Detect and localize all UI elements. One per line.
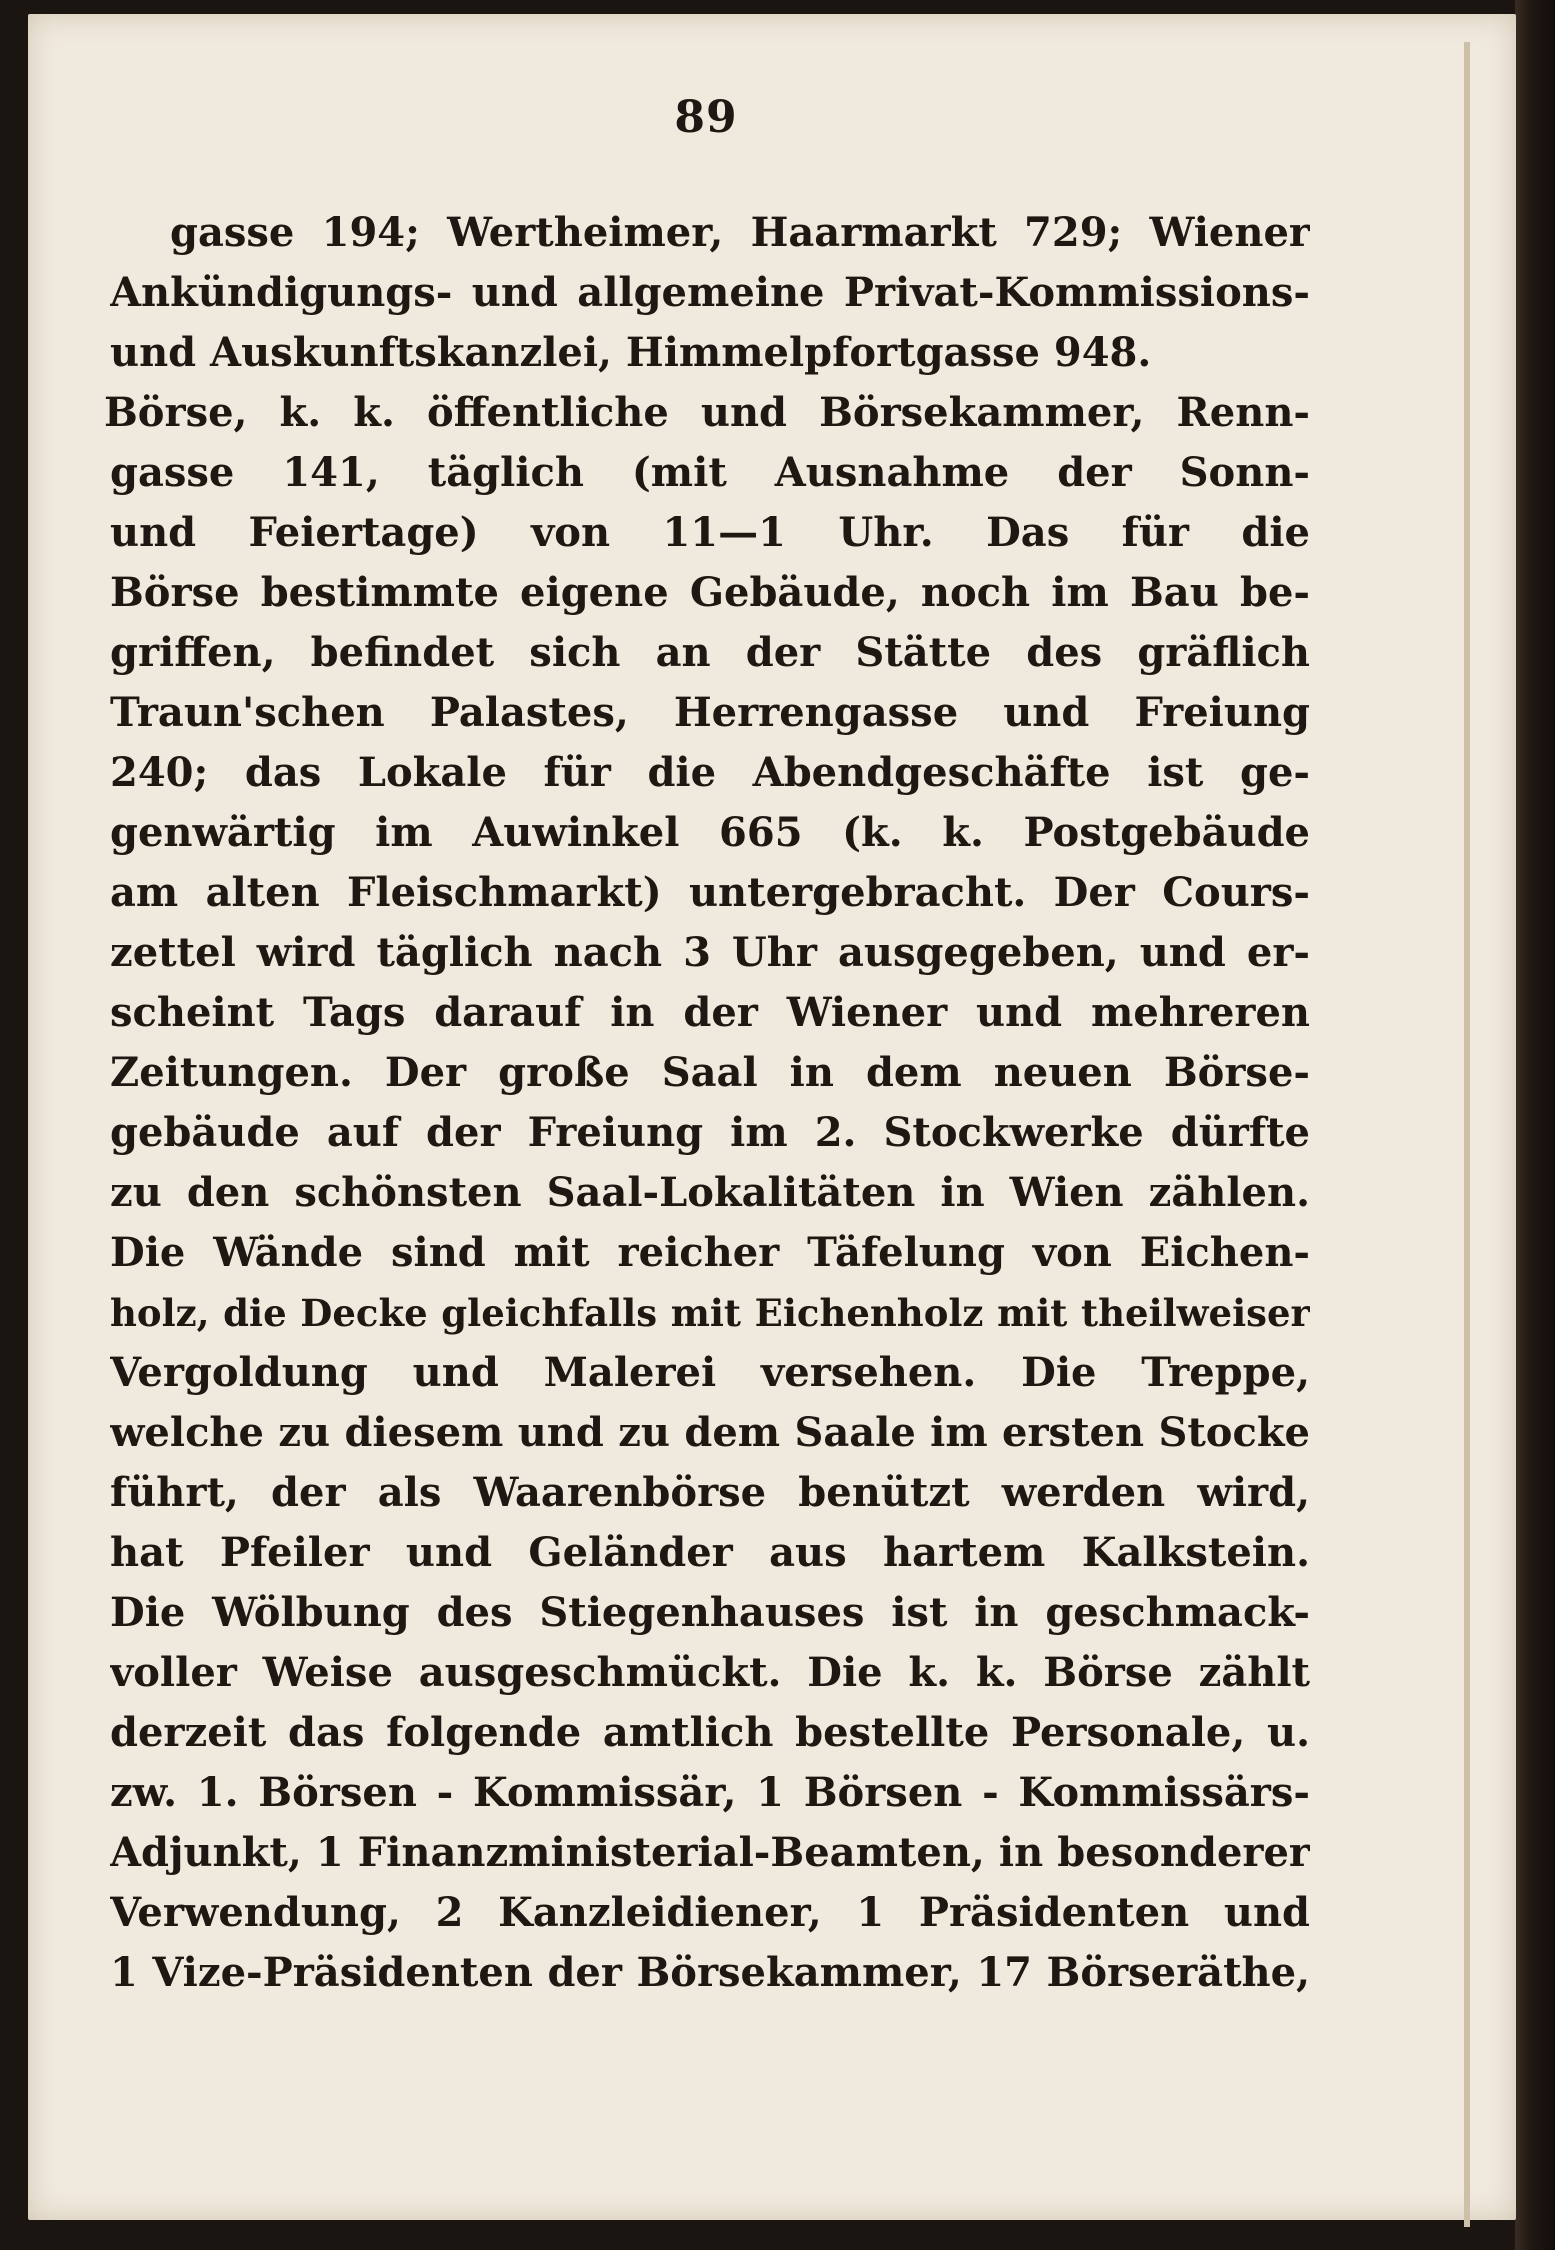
text-line: hat Pfeiler und Geländer aus hartem Kalkstein. xyxy=(110,1529,1310,1576)
text-line: zu den schönsten Saal-Lokalitäten in Wien zählen. xyxy=(110,1169,1310,1216)
text-line: Verwendung, 2 Kanzleidiener, 1 Präsidenten und xyxy=(110,1889,1310,1936)
page-edge-line xyxy=(1464,42,1470,2227)
text-line: zw. 1. Börsen - Kommissär, 1 Börsen - Kommissärs- xyxy=(110,1769,1310,1816)
text-line: 1 Vize-Präsidenten der Börsekammer, 17 Börseräthe, xyxy=(110,1949,1310,1996)
text-line: Vergoldung und Malerei versehen. Die Treppe, xyxy=(110,1349,1310,1396)
text-line: Adjunkt, 1 Finanzministerial-Beamten, in besonderer xyxy=(110,1829,1310,1876)
text-line: voller Weise ausgeschmückt. Die k. k. Börse zählt xyxy=(110,1649,1310,1696)
text-line: Börse, k. k. öffentliche und Börsekammer, Renn- xyxy=(104,389,1310,436)
text-line: 240; das Lokale für die Abendgeschäfte ist ge- xyxy=(110,749,1310,796)
text-line: scheint Tags darauf in der Wiener und mehreren xyxy=(110,989,1310,1036)
page-number: 89 xyxy=(674,92,738,143)
text-line: Zeitungen. Der große Saal in dem neuen Börse- xyxy=(110,1049,1310,1096)
text-line: und Feiertage) von 11—1 Uhr. Das für die xyxy=(110,509,1310,556)
text-line: Ankündigungs- und allgemeine Privat-Kommissions- xyxy=(110,269,1310,316)
text-line: griffen, befindet sich an der Stätte des gräflich xyxy=(110,629,1310,676)
text-line: Börse bestimmte eigene Gebäude, noch im Bau be- xyxy=(110,569,1310,616)
text-line: Traun'schen Palastes, Herrengasse und Freiung xyxy=(110,689,1310,736)
body-text xyxy=(104,203,1310,2003)
text-line: gasse 194; Wertheimer, Haarmarkt 729; Wiener xyxy=(170,209,1310,256)
text-line: zettel wird täglich nach 3 Uhr ausgegeben, und er- xyxy=(110,929,1310,976)
text-line: gasse 141, täglich (mit Ausnahme der Sonn- xyxy=(110,449,1310,496)
text-line: welche zu diesem und zu dem Saale im ersten Stocke xyxy=(110,1409,1310,1456)
text-line: Die Wände sind mit reicher Täfelung von Eichen- xyxy=(110,1229,1310,1276)
text-line: Die Wölbung des Stiegenhauses ist in geschmack- xyxy=(110,1589,1310,1636)
text-line: am alten Fleischmarkt) untergebracht. Der Cours- xyxy=(110,869,1310,916)
text-line: gebäude auf der Freiung im 2. Stockwerke dürfte xyxy=(110,1109,1310,1156)
text-line: holz, die Decke gleichfalls mit Eichenholz mit theilweiser xyxy=(110,1291,1310,1335)
text-line: und Auskunftskanzlei, Himmelpfortgasse 948. xyxy=(110,329,1152,376)
book-spine-edge xyxy=(1515,0,1555,2250)
text-line: führt, der als Waarenbörse benützt werden wird, xyxy=(110,1469,1310,1516)
text-line: genwärtig im Auwinkel 665 (k. k. Postgebäude xyxy=(110,809,1310,856)
text-line: derzeit das folgende amtlich bestellte Personale, u. xyxy=(110,1709,1310,1756)
